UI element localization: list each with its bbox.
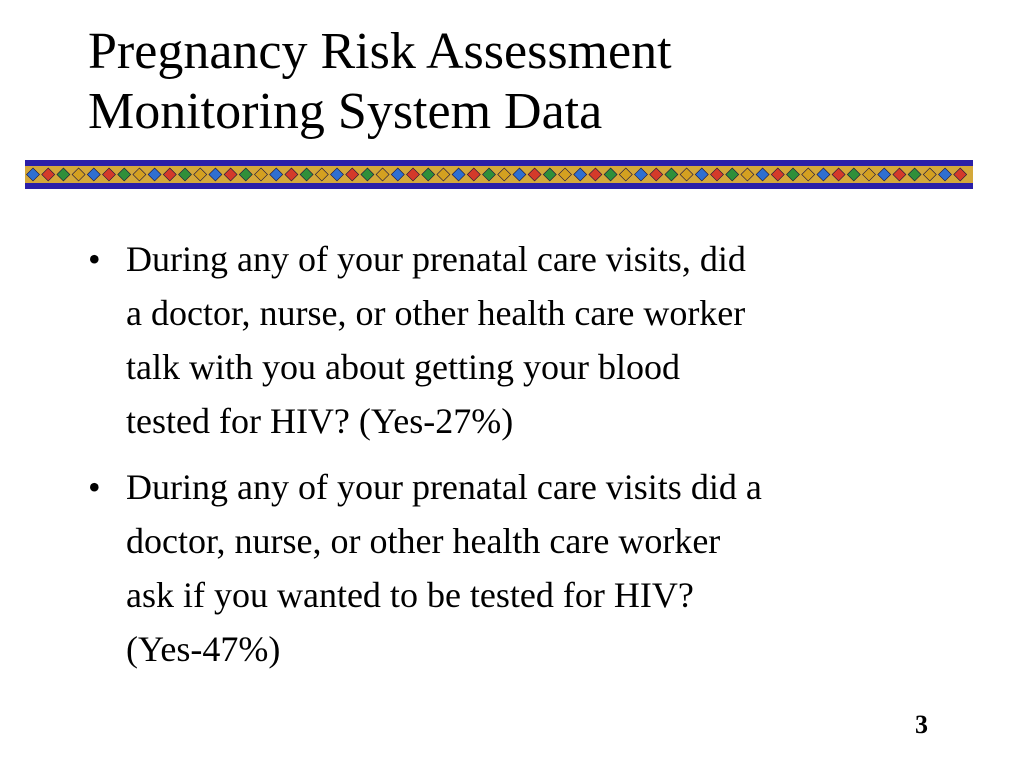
bullet-item-2	[88, 460, 948, 676]
decorative-diamond-divider	[25, 160, 973, 189]
bullet-2-line-2: doctor, nurse, or other health care worker	[126, 521, 721, 561]
slide-title	[88, 22, 988, 142]
bullet-list	[88, 232, 948, 688]
bullet-1-line-1: During any of your prenatal care visits, did	[126, 239, 746, 279]
bullet-item-1	[88, 232, 948, 448]
slide-title-line-2: Monitoring System Data	[88, 83, 603, 140]
bullet-2-line-3: ask if you wanted to be tested for HIV?	[126, 575, 694, 615]
bullet-marker-2: •	[88, 467, 101, 507]
bullet-1-line-4: tested for HIV? (Yes-27%)	[126, 401, 514, 441]
bullet-2-line-4: (Yes-47%)	[126, 629, 281, 669]
bullet-2-line-1: During any of your prenatal care visits did a	[126, 467, 762, 507]
page-number: 3	[915, 710, 928, 739]
bullet-marker-1: •	[88, 239, 101, 279]
bullet-1-line-3: talk with you about getting your blood	[126, 347, 680, 387]
slide-title-line-1: Pregnancy Risk Assessment	[88, 23, 672, 80]
bullet-1-line-2: a doctor, nurse, or other health care worker	[126, 293, 746, 333]
